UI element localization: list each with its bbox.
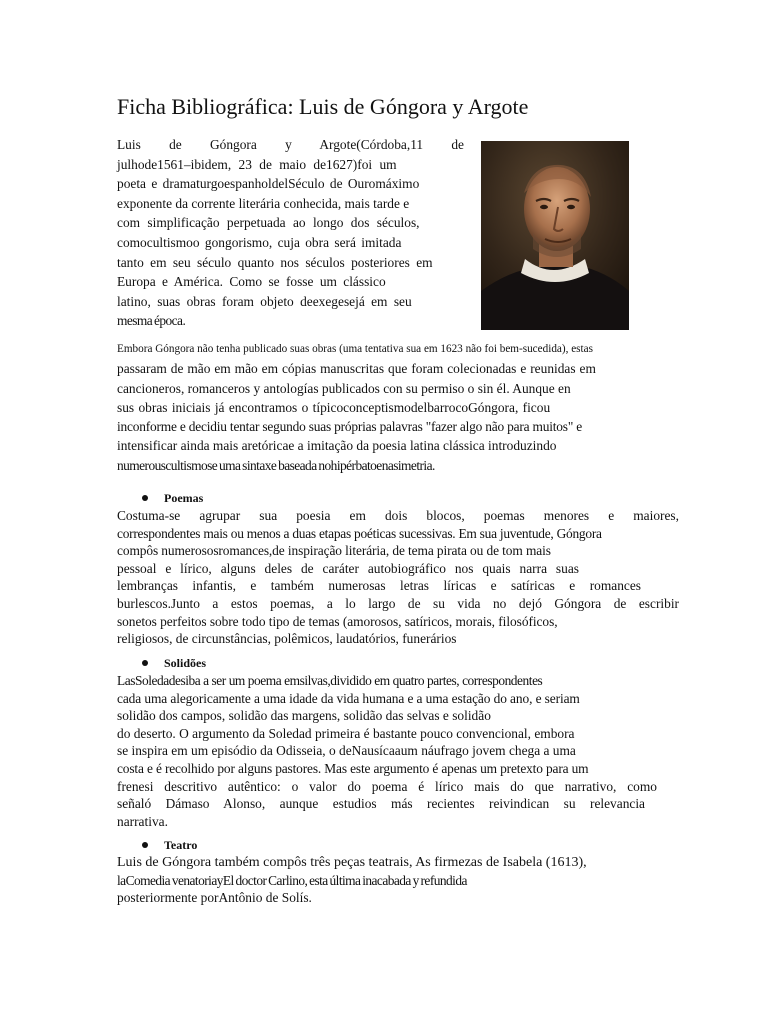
section-heading-text: Poemas	[164, 490, 204, 505]
section-teatro	[117, 836, 679, 907]
section-line: Costuma-se agrupar sua poesia em dois blocos, poemas menores e maiores,	[117, 508, 679, 523]
section-body	[117, 854, 679, 907]
intro-line: poeta e dramaturgoespanholdelSéculo de Ouromáximo	[117, 176, 420, 192]
intro-line: Europa e América. Como se fosse um clássico	[117, 274, 386, 290]
bullet-icon	[142, 495, 148, 501]
intro-line: latino, suas obras foram objeto deexegesejá em seu	[117, 293, 412, 309]
bullet-icon	[142, 842, 148, 848]
intro-paragraph	[117, 135, 464, 331]
section-line: cada uma alegoricamente a uma idade da vida humana e a uma estação do ano, e seriam	[117, 690, 580, 706]
section-line: frenesi descritivo autêntico: o valor do poema é lírico mais do que narrativo, como	[117, 778, 657, 794]
section-heading	[117, 836, 679, 854]
section-line: señaló Dámaso Alonso, aunque estudios más recientes reivindican su relevancia	[117, 796, 645, 812]
section-line: LasSoledadesiba a ser um poema emsilvas,dividido em quatro partes, correspondentes	[117, 673, 543, 688]
section-line: Luis de Góngora também compôs três peças teatrais, As firmezas de Isabela (1613),	[117, 855, 587, 870]
paragraph-line: intensificar ainda mais aretóricae a imitação da poesia latina clássica introduzindo	[117, 438, 557, 454]
paragraph-line: sus obras iniciais já encontramos o típicoconceptismodelbarrocoGóngora, ficou	[117, 399, 551, 415]
intro-line: com simplificação perpetuada ao longo dos séculos,	[117, 215, 420, 231]
page-title: Ficha Bibliográfica: Luis de Góngora y Argote	[117, 94, 529, 119]
section-line: laComedia venatoriayEl doctor Carlino, esta última inacabada y refundida	[117, 872, 467, 888]
section-line: costa e é recolhido por alguns pastores. Mas este argumento é apenas um pretexto para um	[117, 760, 589, 776]
section-heading	[117, 489, 679, 507]
intro-line: mesma época.	[117, 313, 186, 329]
intro-line: tanto em seu século quanto nos séculos posteriores em	[117, 254, 433, 270]
section-line: religiosos, de circunstâncias, polêmicos, laudatórios, funerários	[117, 631, 457, 647]
section-line: se inspira em um episódio da Odisseia, o deNausícaaum náufrago jovem chega a uma	[117, 743, 576, 759]
intro-line: comocultismoo gongorismo, cuja obra será imitada	[117, 234, 402, 250]
section-line: compôs numerososromances,de inspiração literária, de tema pirata ou de tom mais	[117, 543, 551, 559]
portrait-illustration	[481, 141, 629, 330]
section-line: correspondentes mais ou menos a duas etapas poéticas sucessivas. Em sua juventude, Góngora	[117, 525, 602, 541]
paragraph-line: inconforme e decidiu tentar segundo suas próprias palavras "fazer algo não para muitos" e	[117, 419, 582, 435]
section-line: lembranças infantis, e também numerosas letras líricas e satíricas e romances	[117, 578, 641, 594]
section-line: burlescos.Junto a estos poemas, a lo largo de su vida no dejó Góngora de escribir	[117, 595, 679, 611]
section-line: do deserto. O argumento da Soledad primeira é bastante pouco convencional, embora	[117, 725, 575, 741]
section-body	[117, 672, 679, 830]
bullet-icon	[142, 660, 148, 666]
section-heading-text: Teatro	[164, 837, 198, 852]
paragraph-line: cancioneros, romanceros y antologías publicados con su permiso o sin él. Aunque en	[117, 380, 571, 396]
intro-line: julhode1561–ibidem, 23 de maio de1627)foi um	[117, 156, 397, 172]
intro-line: Luis de Góngora y Argote(Córdoba,11 de	[117, 137, 464, 152]
section-line: narrativa.	[117, 813, 168, 829]
section-line: solidão dos campos, solidão das margens, solidão das selvas e solidão	[117, 708, 491, 724]
section-body	[117, 507, 679, 648]
section-line: sonetos perfeitos sobre todo tipo de temas (amorosos, satíricos, morais, filosóficos,	[117, 613, 558, 629]
section-poemas	[117, 489, 679, 648]
paragraph-line: numerouscultismose uma sintaxe baseada nohipérbatoenasimetria.	[117, 457, 435, 473]
section-solidoes	[117, 654, 679, 830]
paragraph-line: passaram de mão em mão em cópias manuscritas que foram colecionadas e reunidas em	[117, 361, 596, 377]
paragraph-publication	[117, 340, 677, 475]
section-line: pessoal e lírico, alguns deles de caráter autobiográfico nos quais narra suas	[117, 560, 579, 576]
paragraph-line: Embora Góngora não tenha publicado suas obras (uma tentativa sua em 1623 não foi bem-sucedida), estas	[117, 343, 593, 355]
portrait-image	[481, 141, 629, 330]
section-heading	[117, 654, 679, 672]
intro-line: exponente da corrente literária conhecida, mais tarde e	[117, 195, 410, 211]
section-heading-text: Solidões	[164, 655, 207, 670]
section-line: posteriormente porAntônio de Solís.	[117, 890, 312, 906]
